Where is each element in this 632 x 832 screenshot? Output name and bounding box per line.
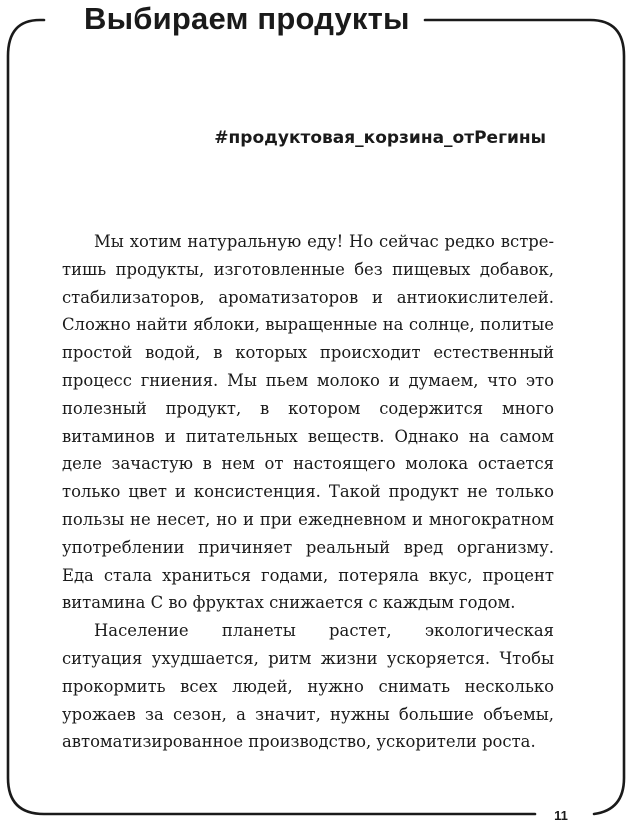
page-number: 11 [554, 808, 568, 823]
hashtag-heading: #продуктовая_корзина_отРегины [214, 128, 546, 148]
body-text [62, 228, 554, 756]
paragraph-1: Мы хотим натуральную еду! Но сейчас редко встретишь продукты, изготовленные без пищевых добавок, стабилизаторов, ароматизаторов и антиокислителей. Сложно найти яблоки, выращенные на солнце, политые простой водой, в которых происходит естественный процесс гниения. Мы пьем молоко и думаем, что это полезный продукт, в котором содержится много витаминов и питательных веществ. Однако на самом деле зачастую в нем от настоящего молока остается только цвет и консистенция. Такой продукт не только пользы не несет, но и при ежедневном и многократном употреблении причиняет реальный вред организму. Еда стала храниться годами, потеряла вкус, процент витамина С во фруктах снижается с каждым годом. [62, 232, 554, 613]
chapter-title: Выбираем продукты [74, 0, 420, 40]
paragraph-2: Население планеты растет, экологическая ситуация ухудшается, ритм жизни ускоряется. Чтобы прокормить всех людей, нужно снимать несколько урожаев за сезон, а значит, нужны большие объемы, автоматизированное производство, ускорители роста. [62, 621, 554, 752]
